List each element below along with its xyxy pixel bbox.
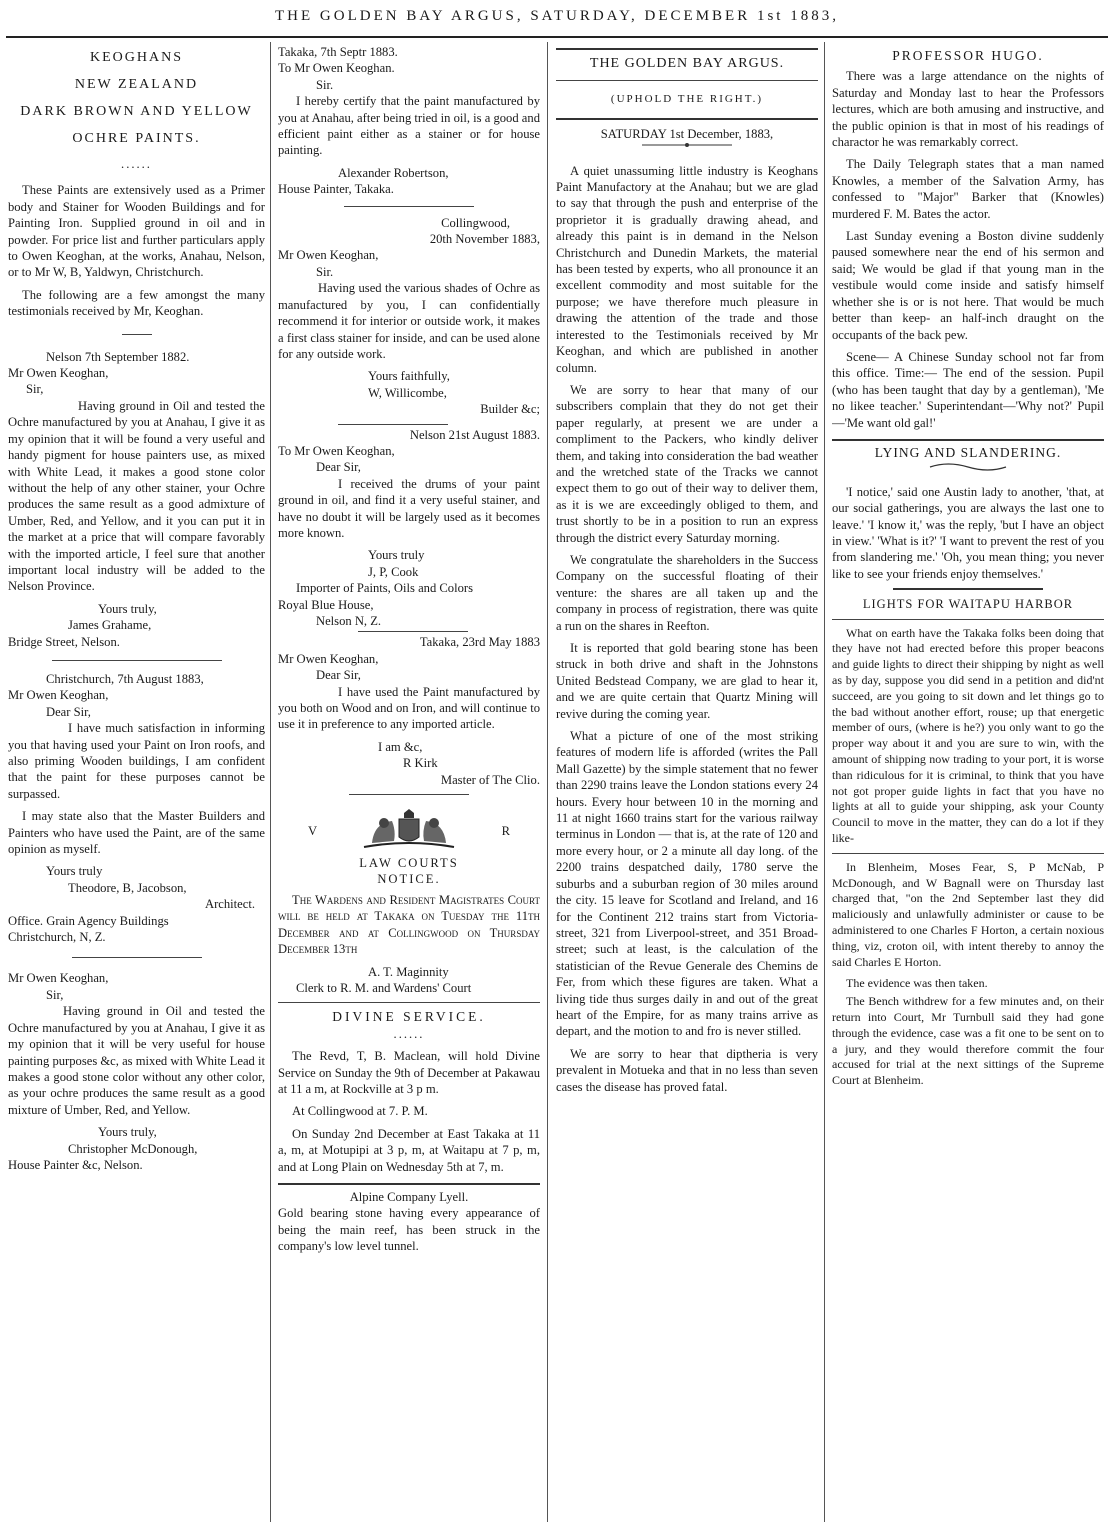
coat-of-arms-icon (354, 809, 464, 853)
section-title: PROFESSOR HUGO. (892, 48, 1044, 63)
dots-divider: ...... (121, 157, 152, 171)
divider (122, 334, 152, 335)
masthead-rule (6, 36, 1108, 38)
divider (344, 206, 474, 207)
editorial: We congratulate the shareholders in the Success Company on the successful floating of their venture: the shares are all taken up and the company in process of registration, there was quite a run on the shares in Reefton. (556, 552, 818, 633)
testimonial: Mr Owen Keoghan, Sir, Having ground in Oil and tested the Ochre manufactured by you at Anahau, I give it as my opinion that it will be very useful for house painting purposes &c, as mixed with White Lead it makes a good stone color without any other color, as your ochre produces the same result as a good mixture of Umber, Red, and Yellow. Yours truly, Christopher McDonough, House Painter &c, Nelson. (8, 971, 265, 1172)
ornament-divider (832, 461, 1104, 477)
divider (893, 588, 1043, 590)
divider (358, 631, 468, 632)
ad-title: KEOGHANS NEW ZEALAND DARK BROWN AND YELLOW OCHRE PAINTS. (20, 50, 253, 146)
section-title: LYING AND SLANDERING. (874, 444, 1062, 460)
section-title: LIGHTS FOR WAITAPU HARBOR (862, 597, 1074, 612)
column-3 (556, 44, 818, 1522)
column-4: PROFESSOR HUGO. There was a large attendance on the nights of Saturday and Monday last to hear the Professors lectures, which are both amusing and instructive, and the public opinion is that in most of his readings of charactor he was remarkably correct. The Daily Telegraph states that a man named Knowles, a member of the Salvation Army, has confessed to "Major" Barker that (Knowles) murdered F. M. Bates the actor. Last Sunday evening a Boston divine suddenly paused somewhere near the end of his sermon and said; We would be glad if that young man in the vestibule would come inside and satisfy himself whether she is or is not here. That would be much better than keep- an half-inch draught on the occupants of the back pew. Scene— A Chinese Sunday school not far from this office. Time:— The end of the session. Pupil (who has been taught that day by a gentleman), 'Me no likee teacher.' Superintendant—'Why not?' Pupil—'Me want old gal!' LYING AND SLANDERING. 'I notice,' said one Austin lady to another, 'that, at our social gatherings, you are always the last one to leave.' 'I know it,' was the reply, 'but I have an object in view.' 'What is it?' 'I want to prevent the rest of you from slandering me.' 'Oh, you mean thing; you never like to see your friends enjoy themselves.' LIGHTS FOR WAITAPU HARBOR What on earth have the Takaka folks been doing that they have not had erected before this proper beacons and guide lights to direct their shipping by night as well as by day, suppose you did send in a petition and did'nt succeed, are you going to sit down and let things go to the bad without another effort, rouse; up that energetic member of ours, (where is he?) you only want to go the proper way about it and you are sure to win, with the amount of shipping now trading to your port, it is worse than ridiculous for it is criminal, to think that you have not got proper guide lights in fact that you have no lights at all to guide your shipping, ask your County Council to move in the matter, they can do a lot if they like- In Blenheim, Moses Fear, S, P McNab, P McDonough, and W Bagnall were on Thursday last charged that, "on the 2nd September last they did maliciously and unlawfully administer or cause to be administered to one Charles F Horton, a certain noxious thing, viz, croton oil, with intent thereby to annoy the said Charles E Horton. The evidence was then taken. The Bench withdrew for a few minutes and, on their return into Court, Mr Turnbull said they had gone through the evidence, case was a fit one to be sent on to a jury, and they would therefore commit the four accused for trial at the next sittings of the Supreme Court at Blenheim. (832, 48, 1104, 1088)
masthead: THE GOLDEN BAY ARGUS, SATURDAY, DECEMBER 1st 1883, (275, 8, 839, 24)
column-divider (547, 42, 548, 1522)
ad-intro: These Paints are extensively used as a Primer body and Stainer for Wooden Buildings and for Painting Iron. Supplied ground in oil and in powder. For price list and further particulars apply to Owen Keoghan, at the works, Anahau, Nelson, or to Mr W, B, Yaldwyn, Christchurch. (8, 183, 265, 280)
testimonial: Takaka, 23rd May 1883 Mr Owen Keoghan, Dear Sir, I have used the Paint manufactured by you both on Wood and on Iron, and will continue to use it in preference to any imported article. I am &c, R Kirk Master of The Clio. (278, 635, 540, 787)
paper-title: THE GOLDEN BAY ARGUS. (589, 56, 785, 71)
ad-following: The following are a few amongst the many testimonials received by Mr, Keoghan. (8, 287, 265, 319)
editorial: It is reported that gold bearing stone has been struck in both drive and shaft in the Johnstons United Bedstead Company, we are glad to hear it, and we are quite certain that Quartz Mining will revive during the coming year. (556, 641, 818, 721)
divider (832, 619, 1104, 620)
editorial: We are sorry to hear that diptheria is very prevalent in Motueka and that in no less than seven cases the disease has proved fatal. (556, 1046, 818, 1094)
dateline: SATURDAY 1st December, 1883, (600, 126, 774, 141)
section-title: LAW COURTS (359, 856, 459, 871)
ornament-divider (556, 138, 818, 154)
divider (349, 794, 469, 795)
section-title: DIVINE SERVICE. (332, 1009, 486, 1025)
testimonial: Collingwood, 20th November 1883, Mr Owen Keoghan, Sir. Having used the various shades of Ochre as manufactured by you, I can confidentially recommend it for interior or outside work, it makes a first class stainer for inside, and can be used alone for any outside work. Yours faithfully, W, Willicombe, Builder &c; (278, 215, 540, 417)
column-2: Takaka, 7th Septr 1883. To Mr Owen Keoghan. Sir. I hereby certify that the paint manufactured by you at Anahau, after being tried in oil, is a good and efficient paint either as a stainer or for house painting. Alexander Robertson, House Painter, Takaka. Collingwood, 20th November 1883, Mr Owen Keoghan, Sir. Having used the various shades of Ochre as manufactured by you, I can confidentially recommend it for interior or outside work, it makes a first class stainer for inside, and can be used alone for any outside work. Yours faithfully, W, Willicombe, Builder &c; Nelson 21st August 1883. To Mr Owen Keoghan, Dear Sir, I received the drums of your paint ground in oil, and find it a very useful stainer, and have no doubt it will be largely used as it becomes more known. Yours truly J, P, Cook Importer of Paints, Oils and Colors Royal Blue House, Nelson N, Z. Takaka, 23rd May 1883 Mr Owen Keoghan, Dear Sir, I have used the Paint manufactured by you both on Wood and on Iron, and will continue to use it in preference to any imported article. I am &c, R Kirk Master of The Clio. V R LAW COURTS NOTICE. The Wardens and Resident Magistrates Court will be held at Takaka on Tuesday the 11th December and at Collingwood on Thursday December 13th A. T. Maginnity Clerk to R. M. and Wardens' Court DIVINE SERVICE. ...... The Revd, T, B. Maclean, will hold Divine Service on Sunday the 9th of December at Pakawau at 11 a m, at Rockville at 3 p m. At Collingwood at 7. P. M. On Sunday 2nd December at East Takaka at 11 a, m, at Motupipi at 3 p, m, at Waitapu at 7 p, m, and at Long Plain on Wednesday 5th at 7, m. Alpine Company Lyell. Gold bearing stone having every appearance of being the main reef, has been struck in the company's low level tunnel. (278, 45, 540, 1254)
law-notice-body: The Wardens and Resident Magistrates Court will be held at Takaka on Tuesday the 11th December and at Collingwood on Thursday December 13th (278, 892, 540, 957)
section-subtitle: NOTICE. (377, 872, 441, 887)
testimonial: Nelson 21st August 1883. To Mr Owen Keoghan, Dear Sir, I received the drums of your paint ground in oil, and find it a very useful stainer, and have no doubt it will be largely used as it becomes more known. Yours truly J, P, Cook Importer of Paints, Oils and Colors Royal Blue House, Nelson N, Z. (278, 427, 540, 628)
dots-divider: ...... (393, 1026, 425, 1041)
divider (278, 1002, 540, 1003)
testimonial: Nelson 7th September 1882. Mr Owen Keoghan, Sir, Having ground in Oil and tested the Ochre manufactured by you at Anahau, I give it as my opinion that it will be found a very useful and handy pigment for house painters use, as mixed with White Lead, it makes a good stone color without the help of any other stainer, your Ochre produces the same result as a good admixture of Umber, Red, and Yellow, and it you can put it in the market at a price that will compare favorably with the imported article, I feel sure that another important local industry will be added to the Nelson Province. Yours truly, James Grahame, Bridge Street, Nelson. (8, 349, 265, 649)
column-divider (824, 42, 825, 1522)
divider (338, 424, 448, 425)
testimonial: Christchurch, 7th August 1883, Mr Owen Keoghan, Dear Sir, I have much satisfaction in informing you that having used your Paint on Iron roofs, and also priming Wooden buildings, I am confident that the paint for these purposes cannot be surpassed. I may state also that the Master Builders and Painters who have used the Paint, are of the same opinion as myself. Yours truly Theodore, B, Jacobson, Architect. Office. Grain Agency Buildings Christchurch, N, Z. (8, 671, 265, 945)
column-1 (8, 44, 265, 1522)
editorial: We are sorry to hear that many of our subscribers complain that they do not get their paper regularly, at present we are under a compliment to the Packers, who kindly deliver them, and taking into consideration the bad weather and the wretched state of the Tracks we cannot expect them to go out of their way to deliver them, as it is we are exceedingly obliged to them, and trust shortly to be in a position to run an express through the district every Saturday morning. (556, 382, 818, 545)
divider (832, 853, 1104, 854)
divider (52, 660, 222, 661)
divider (278, 1183, 540, 1185)
divider (556, 80, 818, 81)
section-title: Alpine Company Lyell. (349, 1189, 469, 1204)
divider (556, 118, 818, 120)
divider (72, 957, 202, 958)
divider (556, 48, 818, 50)
divider (832, 439, 1104, 441)
royal-crest: V R (278, 809, 540, 853)
editorial: What a picture of one of the most striking features of modern life is afforded (writes the Pall Mall Gazette) by the simple statement that no fewer than 2290 trains leave the London stations every 24 hours. Every hour between 10 in the morning and 11 at night 1660 trains start for the various railway terminus in London — that is, at the rate of 120 and more every hour, or 2 a minute all day long. of the 2200 trains despatched daily, 1780 serve the suburbs and a suburban region of 30 miles around the city. 15 leave for Scotland and Ireland, and 16 for the Continent 212 trains start from Victoria-street, 321 from Liverpool-street, and 351 Broad-street; such at least, is the calculation of the statistician of the Revue Generale des Chemins de Fer, from which these figures are taken. What a living tide thus surges daily in and out of the great heart of the Empire, for as many trains arrive as depart, and the motion to and fro is never stilled. (556, 729, 818, 1039)
motto: (UPHOLD THE RIGHT.) (610, 93, 764, 106)
testimonial: Takaka, 7th Septr 1883. To Mr Owen Keoghan. Sir. I hereby certify that the paint manufactured by you at Anahau, after being tried in oil, is a good and efficient paint either as a stainer or for house painting. Alexander Robertson, House Painter, Takaka. (278, 45, 540, 197)
editorial: A quiet unassuming little industry is Keoghans Paint Manufactory at the Anahau; but we are glad to say that through the push and enterprise of the proprietor it is gradually drawing ahead, and already this paint is in demand in the Nelson Christchurch and Dunedin Markets, the material has been tested by experts, who all pronounce it an excellent commodity and most suitable for the purpose; we have therefore much pleasure in drawing the attention of the trade and those interested to the Testimonials received by Mr Keoghan, and which are published in another column. (556, 163, 818, 375)
column-divider (270, 42, 271, 1522)
